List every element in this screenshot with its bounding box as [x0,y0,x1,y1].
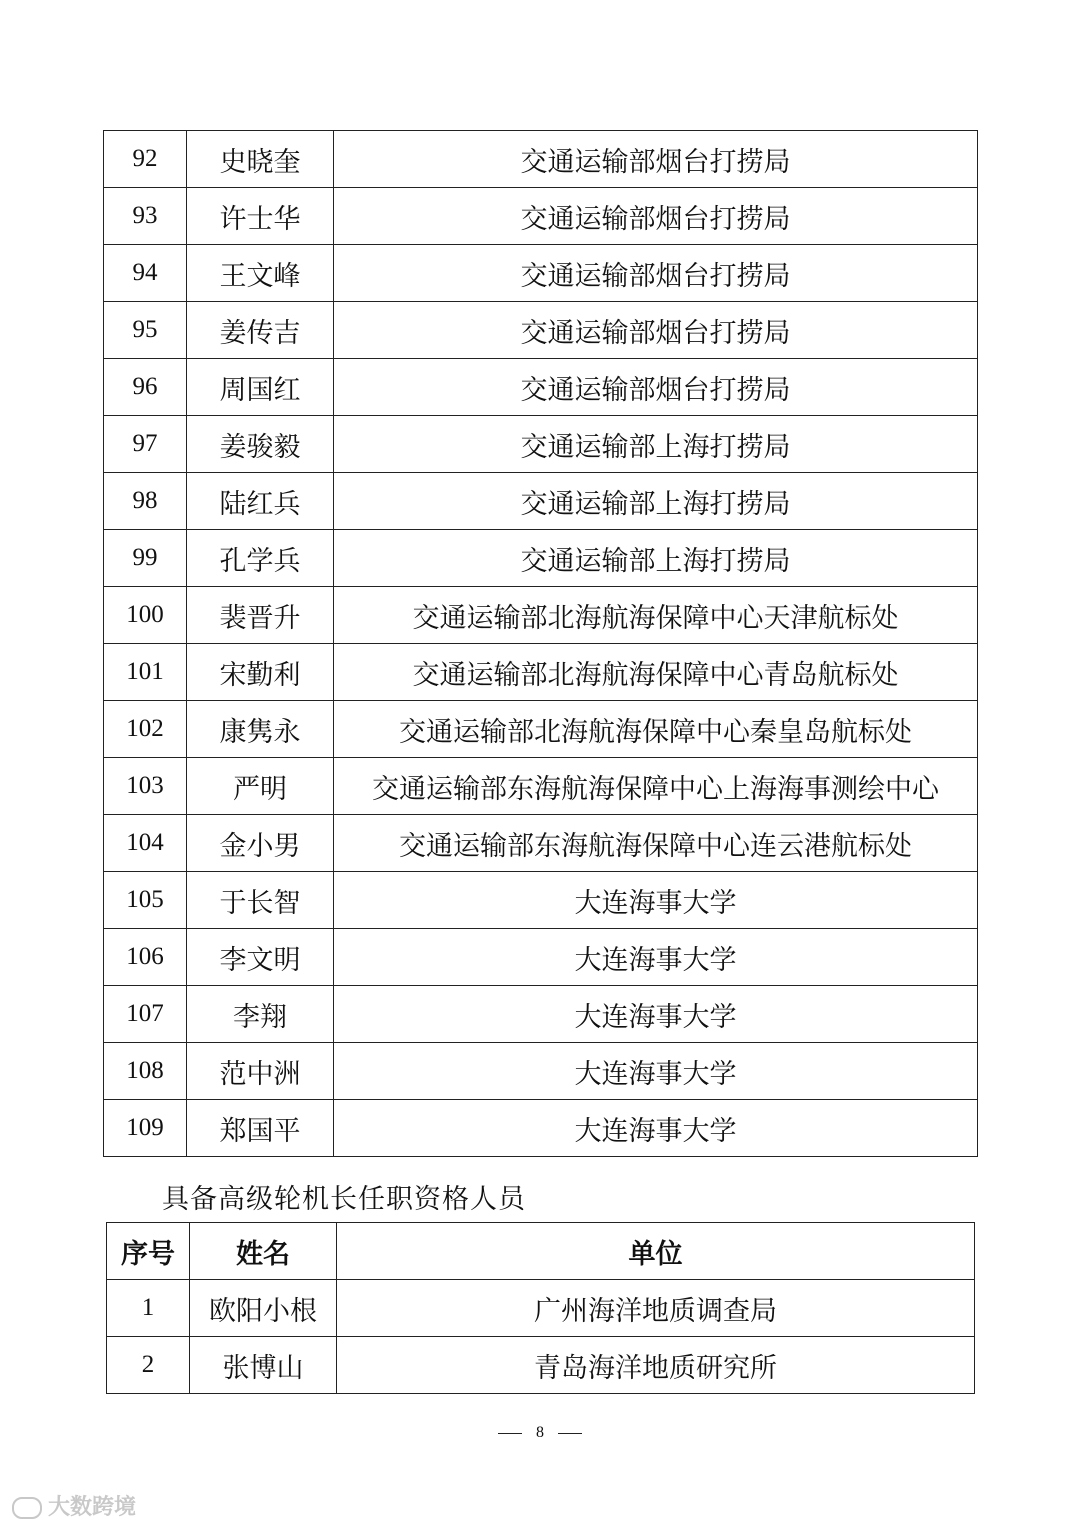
table-row [104,815,978,872]
person-name: 于长智 [187,872,334,929]
person-name: 孔学兵 [187,530,334,587]
work-unit: 交通运输部烟台打捞局 [334,131,978,188]
person-name: 李翔 [187,986,334,1043]
row-number: 98 [104,473,187,530]
work-unit: 交通运输部北海航海保障中心天津航标处 [334,587,978,644]
row-number: 96 [104,359,187,416]
person-name: 康隽永 [187,701,334,758]
work-unit: 交通运输部北海航海保障中心秦皇岛航标处 [334,701,978,758]
person-name: 张博山 [190,1337,337,1394]
person-name: 严明 [187,758,334,815]
person-name: 姜传吉 [187,302,334,359]
work-unit: 交通运输部上海打捞局 [334,473,978,530]
work-unit: 交通运输部烟台打捞局 [334,359,978,416]
person-name: 金小男 [187,815,334,872]
row-number: 100 [104,587,187,644]
row-number: 109 [104,1100,187,1157]
person-name: 宋勤利 [187,644,334,701]
table-row [104,986,978,1043]
table-row [107,1337,975,1394]
table-row [104,302,978,359]
row-number: 2 [107,1337,190,1394]
table-row [104,701,978,758]
header-number: 序号 [107,1223,190,1280]
watermark [12,1490,136,1521]
person-name: 王文峰 [187,245,334,302]
table-row [104,929,978,986]
work-unit: 交通运输部烟台打捞局 [334,188,978,245]
table-row [104,359,978,416]
person-name: 李文明 [187,929,334,986]
table-row [104,1043,978,1100]
work-unit: 大连海事大学 [334,929,978,986]
work-unit: 青岛海洋地质研究所 [337,1337,975,1394]
person-name: 欧阳小根 [190,1280,337,1337]
table-row [104,416,978,473]
row-number: 93 [104,188,187,245]
person-name: 陆红兵 [187,473,334,530]
work-unit: 大连海事大学 [334,872,978,929]
person-name: 裴晋升 [187,587,334,644]
row-number: 99 [104,530,187,587]
watermark-text: 大数跨境 [48,1495,137,1520]
work-unit: 交通运输部上海打捞局 [334,530,978,587]
work-unit: 交通运输部烟台打捞局 [334,245,978,302]
row-number: 94 [104,245,187,302]
row-number: 106 [104,929,187,986]
senior-engineer-table [106,1222,975,1394]
row-number: 92 [104,131,187,188]
person-name: 史晓奎 [187,131,334,188]
header-unit: 单位 [337,1223,975,1280]
work-unit: 交通运输部上海打捞局 [334,416,978,473]
table-row [104,530,978,587]
table-header-row [107,1223,975,1280]
work-unit: 交通运输部北海航海保障中心青岛航标处 [334,644,978,701]
table-row [104,1100,978,1157]
table-row [104,131,978,188]
person-name: 姜骏毅 [187,416,334,473]
work-unit: 大连海事大学 [334,986,978,1043]
footer-dash-left [498,1433,522,1434]
row-number: 95 [104,302,187,359]
page-number: 8 [536,1424,544,1441]
page-footer [0,1424,1080,1442]
row-number: 102 [104,701,187,758]
footer-dash-right [558,1433,582,1434]
person-name: 郑国平 [187,1100,334,1157]
person-name: 范中洲 [187,1043,334,1100]
table-row [104,188,978,245]
table-row [104,245,978,302]
person-name: 周国红 [187,359,334,416]
row-number: 101 [104,644,187,701]
work-unit: 交通运输部东海航海保障中心上海海事测绘中心 [334,758,978,815]
table-row [104,644,978,701]
work-unit: 大连海事大学 [334,1100,978,1157]
table-row [104,758,978,815]
work-unit: 交通运输部烟台打捞局 [334,302,978,359]
section-heading: 具备高级轮机长任职资格人员 [162,1184,526,1215]
row-number: 107 [104,986,187,1043]
personnel-table [103,130,978,1157]
row-number: 108 [104,1043,187,1100]
table-row [104,473,978,530]
row-number: 97 [104,416,187,473]
table-row [104,872,978,929]
row-number: 104 [104,815,187,872]
row-number: 105 [104,872,187,929]
table-row [104,587,978,644]
row-number: 103 [104,758,187,815]
row-number: 1 [107,1280,190,1337]
work-unit: 大连海事大学 [334,1043,978,1100]
work-unit: 交通运输部东海航海保障中心连云港航标处 [334,815,978,872]
header-name: 姓名 [190,1223,337,1280]
person-name: 许士华 [187,188,334,245]
watermark-logo-icon [12,1497,42,1519]
table-row [107,1280,975,1337]
work-unit: 广州海洋地质调查局 [337,1280,975,1337]
